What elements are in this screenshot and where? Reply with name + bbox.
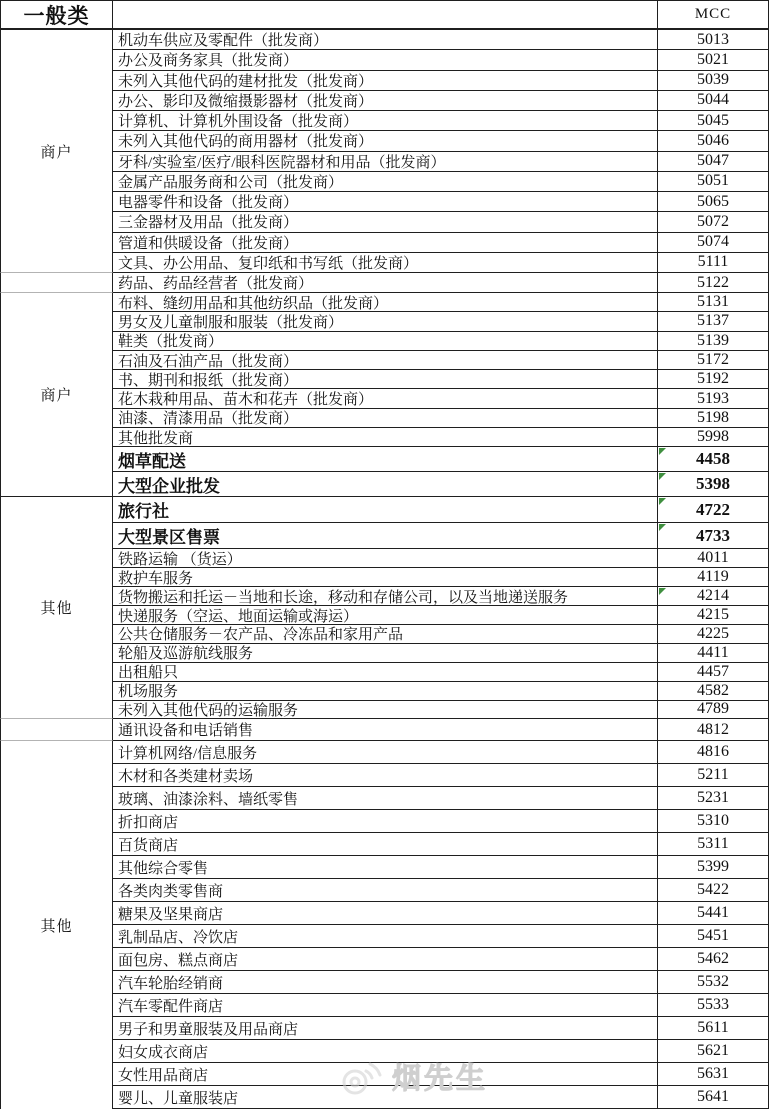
description-cell: 文具、办公用品、复印纸和书写纸（批发商） — [118, 255, 419, 272]
description-cell: 牙科/实验室/医疗/眼科医院器材和用品（批发商） — [118, 154, 446, 171]
mcc-value: 5047 — [697, 152, 729, 170]
table-row — [113, 131, 769, 151]
description-cell: 办公、影印及微缩摄影器材（批发商） — [118, 93, 374, 110]
flag-triangle-icon — [659, 473, 666, 480]
description-cell: 大型景区售票 — [118, 528, 220, 548]
header-category-cell: 一般类 — [0, 1, 113, 28]
table-row — [113, 833, 769, 856]
description-cell: 各类肉类零售商 — [118, 883, 224, 900]
table-row — [113, 172, 769, 192]
table-row — [113, 273, 769, 293]
mcc-value: 5611 — [697, 1019, 729, 1037]
description-cell: 三金器材及用品（批发商） — [118, 215, 299, 232]
section-rows — [113, 30, 769, 273]
mcc-cell — [657, 233, 769, 252]
table-row — [113, 523, 769, 549]
flag-triangle-icon — [659, 498, 666, 505]
mcc-cell — [657, 253, 769, 272]
table-row — [113, 1086, 769, 1109]
mcc-cell — [657, 741, 769, 763]
mcc-cell — [657, 409, 769, 427]
mcc-value: 5045 — [697, 111, 729, 129]
table-row — [113, 212, 769, 232]
mcc-cell — [657, 192, 769, 211]
description-cell: 大型企业批发 — [118, 476, 220, 496]
mcc-value: 5399 — [697, 858, 729, 876]
table-row — [113, 948, 769, 971]
table-row — [113, 741, 769, 764]
description-cell: 油漆、清漆用品（批发商） — [118, 411, 299, 428]
mcc-value: 4722 — [696, 499, 730, 519]
mcc-value: 4733 — [696, 525, 730, 545]
table-row — [113, 50, 769, 70]
description-cell: 布料、缝纫用品和其他纺织品（批发商） — [118, 295, 389, 312]
mcc-cell — [657, 131, 769, 150]
mcc-value: 5398 — [696, 474, 730, 494]
description-cell: 计算机、计算机外围设备（批发商） — [118, 114, 359, 131]
table-header-row — [0, 0, 769, 30]
table-row — [113, 1017, 769, 1040]
mcc-value: 5998 — [697, 428, 729, 446]
description-cell: 鞋类（批发商） — [118, 334, 224, 350]
mcc-cell — [657, 1017, 769, 1039]
mcc-value: 4582 — [697, 681, 729, 699]
description-cell: 糖果及坚果商店 — [118, 906, 224, 923]
mcc-value: 5621 — [697, 1042, 729, 1060]
mcc-cell — [657, 472, 769, 496]
description-cell: 汽车零配件商店 — [118, 998, 224, 1015]
table-row — [113, 682, 769, 701]
description-cell: 玻璃、油漆涂料、墙纸零售 — [118, 791, 299, 808]
description-cell: 机动车供应及零配件（批发商） — [118, 33, 329, 50]
description-cell: 乳制品店、冷饮店 — [118, 929, 239, 946]
table-row — [113, 472, 769, 497]
table-row — [113, 30, 769, 50]
table-row — [113, 568, 769, 587]
mcc-cell — [657, 312, 769, 330]
flag-triangle-icon — [659, 588, 666, 595]
section-rows — [113, 273, 769, 293]
category-cell: 商户 — [0, 30, 113, 273]
description-cell: 男子和男童服装及用品商店 — [118, 1021, 299, 1038]
flag-triangle-icon — [659, 524, 666, 531]
mcc-cell — [657, 925, 769, 947]
category-cell: 商户 — [0, 293, 113, 497]
table-section — [0, 497, 769, 719]
description-cell: 电器零件和设备（批发商） — [118, 195, 299, 212]
mcc-cell — [657, 152, 769, 171]
description-cell: 石油及石油产品（批发商） — [118, 353, 299, 370]
mcc-cell — [657, 549, 769, 567]
description-cell: 木材和各类建材卖场 — [118, 768, 254, 785]
mcc-value: 4812 — [697, 720, 729, 738]
mcc-cell — [657, 30, 769, 49]
mcc-cell — [657, 879, 769, 901]
mcc-value: 4225 — [697, 624, 729, 642]
mcc-cell — [657, 682, 769, 700]
mcc-cell — [657, 428, 769, 446]
mcc-cell — [657, 568, 769, 586]
description-cell: 其他批发商 — [118, 430, 194, 447]
table-section — [0, 719, 769, 741]
description-cell: 婴儿、儿童服装店 — [118, 1090, 239, 1107]
mcc-value: 5137 — [697, 312, 729, 330]
mcc-cell — [657, 497, 769, 522]
table-row — [113, 91, 769, 111]
mcc-cell — [657, 644, 769, 662]
mcc-cell — [657, 50, 769, 69]
mcc-cell — [657, 273, 769, 292]
table-row — [113, 606, 769, 625]
mcc-value: 5532 — [697, 973, 729, 991]
table-row — [113, 332, 769, 351]
mcc-cell — [657, 663, 769, 681]
mcc-value: 5051 — [697, 172, 729, 190]
header-description-cell — [113, 1, 657, 28]
table-row — [113, 1040, 769, 1063]
mcc-cell — [657, 902, 769, 924]
table-row — [113, 810, 769, 833]
description-cell: 汽车轮胎经销商 — [118, 975, 224, 992]
description-cell: 轮船及巡游航线服务 — [118, 646, 254, 662]
mcc-cell — [657, 1063, 769, 1085]
category-cell — [0, 719, 113, 741]
mcc-cell — [657, 172, 769, 191]
mcc-value: 5193 — [697, 389, 729, 407]
table-section — [0, 741, 769, 1109]
description-cell: 旅行社 — [118, 502, 169, 522]
category-cell — [0, 273, 113, 293]
mcc-value: 4816 — [697, 743, 729, 761]
mcc-cell — [657, 293, 769, 311]
description-cell: 药品、药品经营者（批发商） — [118, 276, 314, 292]
watermark-text: 烟先生 — [392, 1063, 489, 1095]
section-rows — [113, 719, 769, 741]
table-row — [113, 152, 769, 172]
mcc-value: 5065 — [697, 192, 729, 210]
table-row — [113, 233, 769, 253]
section-rows — [113, 741, 769, 1109]
table-row — [113, 719, 769, 741]
table-row — [113, 447, 769, 472]
mcc-cell — [657, 764, 769, 786]
mcc-value: 5072 — [697, 212, 729, 230]
table-row — [113, 312, 769, 331]
mcc-cell — [657, 351, 769, 369]
table-section — [0, 273, 769, 293]
description-cell: 快递服务（空运、地面运输或海运） — [118, 608, 359, 624]
mcc-value: 4215 — [697, 606, 729, 623]
mcc-value: 5231 — [697, 789, 729, 807]
description-cell: 公共仓储服务－农产品、冷冻品和家用产品 — [118, 627, 404, 643]
mcc-value: 4411 — [697, 643, 729, 661]
table-row — [113, 497, 769, 523]
description-cell: 其他综合零售 — [118, 860, 209, 877]
mcc-value: 5046 — [697, 131, 729, 149]
table-row — [113, 409, 769, 428]
description-cell: 机场服务 — [118, 684, 179, 700]
category-cell: 其他 — [0, 497, 113, 719]
description-cell: 铁路运输 （货运） — [118, 551, 242, 568]
mcc-cell — [657, 994, 769, 1016]
mcc-cell — [657, 91, 769, 110]
description-cell: 烟草配送 — [118, 451, 186, 471]
mcc-value: 5311 — [697, 835, 729, 853]
category-cell: 其他 — [0, 741, 113, 1109]
description-cell: 金属产品服务商和公司（批发商） — [118, 174, 344, 191]
description-cell: 面包房、糕点商店 — [118, 952, 239, 969]
mcc-value: 5111 — [697, 253, 729, 271]
description-cell: 管道和供暖设备（批发商） — [118, 235, 299, 252]
mcc-value: 4457 — [697, 662, 729, 680]
mcc-cell — [657, 389, 769, 407]
mcc-cell — [657, 111, 769, 130]
mcc-value: 5131 — [697, 293, 729, 311]
mcc-cell — [657, 332, 769, 350]
section-rows — [113, 497, 769, 719]
table-row — [113, 856, 769, 879]
mcc-value: 4458 — [696, 449, 730, 469]
mcc-value: 5631 — [697, 1065, 729, 1083]
table-row — [113, 701, 769, 720]
table-row — [113, 293, 769, 312]
mcc-value: 5641 — [697, 1088, 729, 1106]
mcc-cell — [657, 719, 769, 740]
mcc-value: 5039 — [697, 71, 729, 89]
description-cell: 百货商店 — [118, 837, 179, 854]
table-row — [113, 625, 769, 644]
mcc-value: 5211 — [697, 766, 729, 784]
table-row — [113, 389, 769, 408]
mcc-value: 5451 — [697, 927, 729, 945]
mcc-value: 4119 — [697, 568, 729, 586]
table-row — [113, 1063, 769, 1086]
mcc-cell — [657, 587, 769, 605]
table-row — [113, 925, 769, 948]
mcc-value: 5122 — [697, 273, 729, 291]
table-row — [113, 549, 769, 568]
mcc-cell — [657, 833, 769, 855]
mcc-value: 5139 — [697, 331, 729, 349]
mcc-cell — [657, 787, 769, 809]
description-cell: 男女及儿童制服和服装（批发商） — [118, 314, 344, 331]
description-cell: 办公及商务家具（批发商） — [118, 53, 299, 70]
mcc-cell — [657, 606, 769, 624]
description-cell: 通讯设备和电话销售 — [118, 723, 254, 740]
table-section — [0, 293, 769, 497]
mcc-cell — [657, 1040, 769, 1062]
mcc-cell — [657, 701, 769, 719]
mcc-value: 5533 — [697, 996, 729, 1014]
table-row — [113, 644, 769, 663]
flag-triangle-icon — [659, 448, 666, 455]
mcc-cell — [657, 370, 769, 388]
description-cell: 书、期刊和报纸（批发商） — [118, 372, 299, 389]
description-cell: 货物搬运和托运－当地和长途，移动和存储公司，以及当地递送服务 — [118, 589, 569, 606]
table-row — [113, 351, 769, 370]
mcc-cell — [657, 212, 769, 231]
mcc-cell — [657, 1086, 769, 1108]
mcc-value: 5013 — [697, 30, 729, 48]
mcc-cell — [657, 856, 769, 878]
mcc-cell — [657, 71, 769, 90]
description-cell: 妇女成衣商店 — [118, 1044, 209, 1061]
table-row — [113, 428, 769, 447]
table-row — [113, 587, 769, 606]
mcc-value: 5021 — [697, 50, 729, 68]
mcc-value: 5462 — [697, 950, 729, 968]
header-mcc-cell: MCC — [657, 1, 769, 28]
mcc-cell — [657, 810, 769, 832]
mcc-value: 5172 — [697, 351, 729, 369]
table-row — [113, 902, 769, 925]
mcc-value: 5192 — [697, 370, 729, 388]
table-body — [0, 30, 769, 1109]
description-cell: 未列入其他代码的运输服务 — [118, 702, 299, 719]
table-row — [113, 879, 769, 902]
table-row — [113, 994, 769, 1017]
description-cell: 花木栽种用品、苗木和花卉（批发商） — [118, 392, 374, 408]
table-row — [113, 764, 769, 787]
mcc-value: 4214 — [697, 587, 729, 605]
mcc-cell — [657, 447, 769, 471]
mcc-value: 5198 — [697, 408, 729, 426]
table-row — [113, 111, 769, 131]
description-cell: 女性用品商店 — [118, 1067, 209, 1084]
mcc-value: 5310 — [697, 812, 729, 830]
mcc-cell — [657, 625, 769, 643]
mcc-value: 5441 — [697, 904, 729, 922]
description-cell: 未列入其他代码的商用器材（批发商） — [118, 134, 374, 151]
table-row — [113, 971, 769, 994]
table-row — [113, 192, 769, 212]
table-row — [113, 663, 769, 682]
mcc-value: 5074 — [697, 233, 729, 251]
mcc-cell — [657, 971, 769, 993]
mcc-cell — [657, 948, 769, 970]
description-cell: 折扣商店 — [118, 814, 179, 831]
description-cell: 出租船只 — [118, 665, 179, 681]
table-row — [113, 253, 769, 273]
mcc-value: 5422 — [697, 881, 729, 899]
table-row — [113, 370, 769, 389]
mcc-value: 4789 — [697, 700, 729, 718]
description-cell: 救护车服务 — [118, 570, 194, 587]
table-section — [0, 30, 769, 273]
table-row — [113, 787, 769, 810]
mcc-value: 5044 — [697, 91, 729, 109]
section-rows — [113, 293, 769, 497]
table-row — [113, 71, 769, 91]
mcc-value: 4011 — [697, 549, 729, 567]
description-cell: 未列入其他代码的建材批发（批发商） — [118, 73, 374, 90]
mcc-cell — [657, 523, 769, 548]
description-cell: 计算机网络/信息服务 — [118, 745, 258, 762]
